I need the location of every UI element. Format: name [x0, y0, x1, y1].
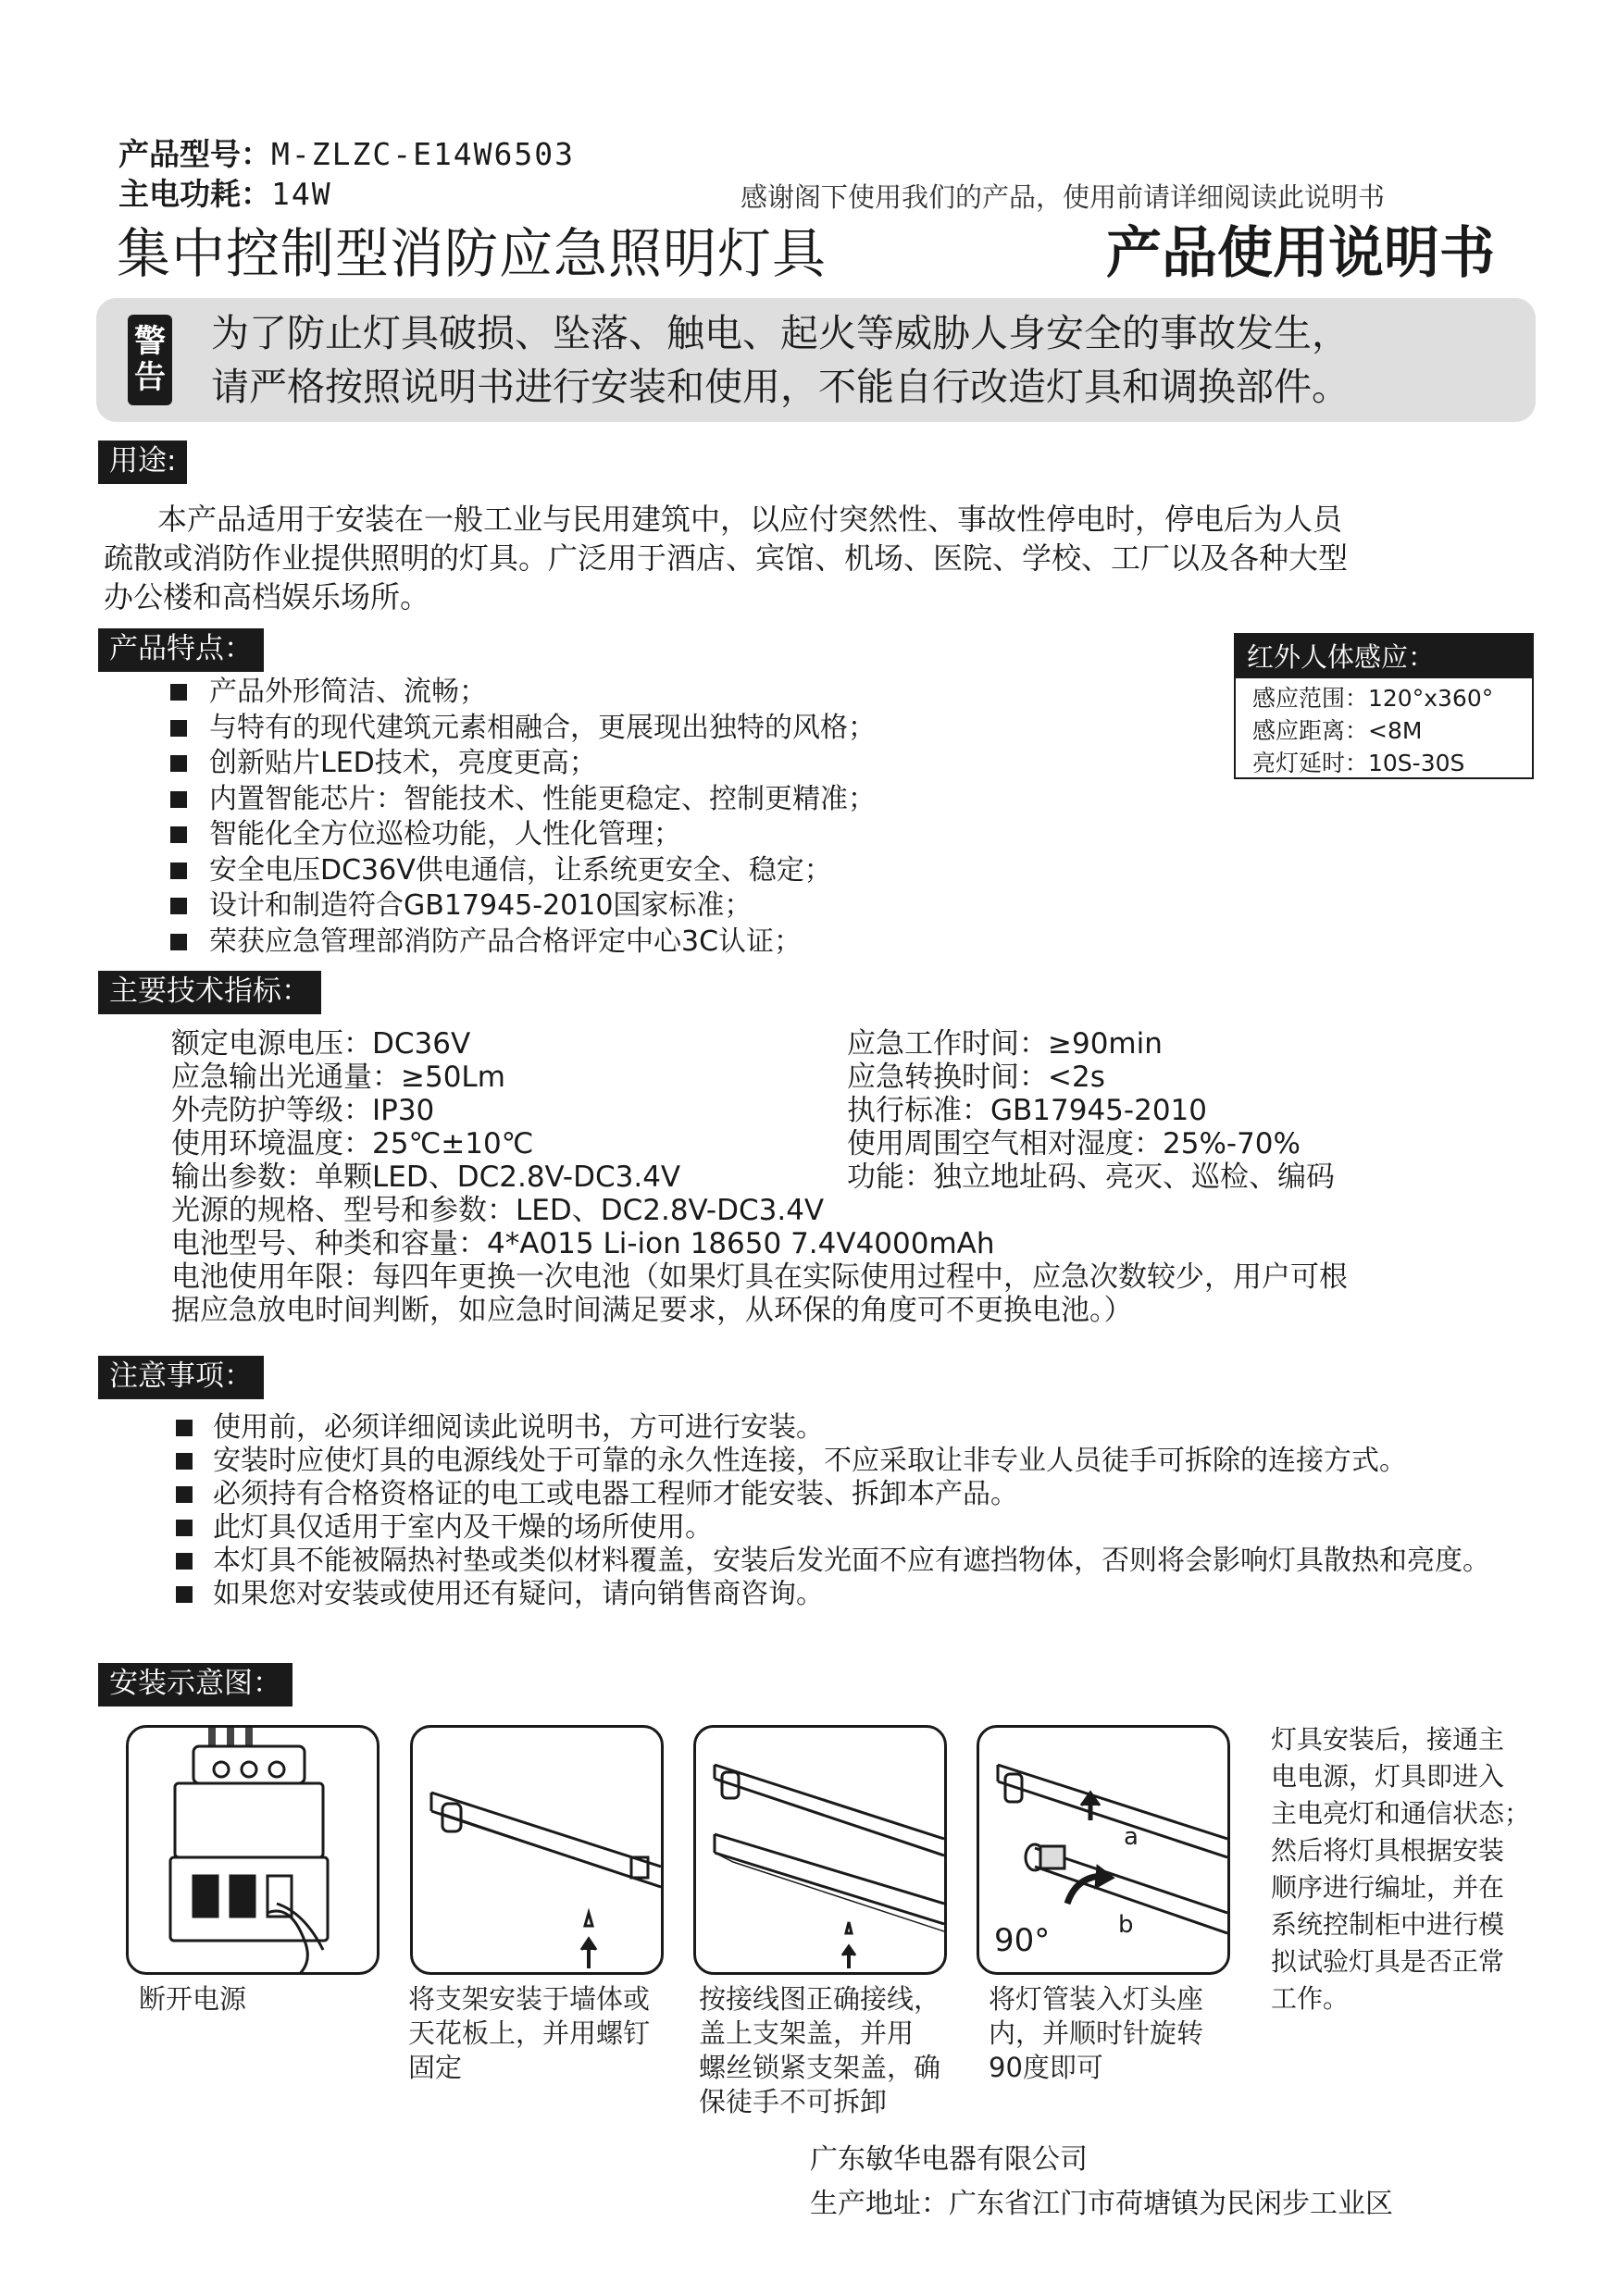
feature-item: 内置智能芯片：智能技术、性能更稳定、控制更精准； [170, 782, 876, 818]
specs-full-rows [171, 1194, 1348, 1327]
caption-line: 90度即可 [989, 2052, 1103, 2083]
model-label: 产品型号： [118, 136, 271, 172]
infrared-box [1234, 633, 1534, 779]
spec-item: 电池型号、种类和容量：4*A015 Li-ion 18650 7.4V4000mAh [171, 1227, 995, 1260]
spec-item: 输出参数：单颗LED、DC2.8V-DC3.4V [171, 1160, 681, 1194]
usage-line-1: 本产品适用于安装在一般工业与民用建筑中，以应付突然性、事故性停电时，停电后为人员 [157, 502, 1343, 537]
caption-line: 断开电源 [139, 1983, 247, 2015]
model-value: M-ZLZC-E14W6503 [271, 136, 576, 172]
warning-line-2: 请严格按照说明书进行安装和使用，不能自行改造灯具和调换部件。 [211, 365, 1350, 409]
spec-item: 应急转换时间：<2s [847, 1061, 1105, 1094]
caption-line: 盖上支架盖，并用 [699, 2017, 915, 2049]
power-label: 主电功耗： [118, 176, 271, 212]
bracket-illustration [413, 1728, 661, 1972]
spec-item: 电池使用年限：每四年更换一次电池（如果灯具在实际使用过程中，应急次数较少，用户可根 [171, 1260, 1348, 1294]
features-heading: 产品特点： [98, 628, 264, 672]
spec-item: 额定电源电压：DC36V [171, 1027, 471, 1061]
infrared-row-delay: 亮灯延时：10S-30S [1252, 750, 1465, 776]
feature-item: 智能化全方位巡检功能，人性化管理； [170, 817, 876, 853]
usage-paragraph [104, 500, 1548, 616]
install-step-1-caption [139, 1982, 246, 2017]
caption-line: 螺丝锁紧支架盖，确 [699, 2052, 941, 2083]
caption-line: 天花板上，并用螺钉 [408, 2017, 651, 2049]
company-name: 广东敏华电器有限公司 [810, 2143, 1088, 2176]
side-text-line: 然后将灯具根据安装 [1271, 1835, 1505, 1866]
spec-item: 光源的规格、型号和参数：LED、DC2.8V-DC3.4V [171, 1194, 825, 1227]
note-item: 本灯具不能被隔热衬垫或类似材料覆盖，安装后发光面不应有遮挡物体，否则将会影响灯具散热和亮度。 [176, 1545, 1541, 1578]
breaker-illustration [129, 1728, 377, 1972]
label-a: a [1124, 1823, 1139, 1851]
usage-line-3: 办公楼和高档娱乐场所。 [104, 579, 430, 614]
feature-item: 创新贴片LED技术，亮度更高； [170, 746, 876, 782]
note-item: 必须持有合格资格证的电工或电器工程师才能安装、拆卸本产品。 [176, 1478, 1541, 1511]
note-item: 如果您对安装或使用还有疑问，请向销售商咨询。 [176, 1578, 1541, 1611]
caption-line: 将灯管装入灯头座 [989, 1983, 1204, 2015]
feature-item: 产品外形简洁、流畅； [170, 675, 876, 711]
install-step-2-panel [410, 1725, 664, 1975]
install-step-4-caption [989, 1982, 1203, 2085]
cover-illustration [696, 1728, 944, 1972]
side-text-line: 拟试验灯具是否正常 [1271, 1946, 1505, 1977]
caption-line: 保徒手不可拆卸 [699, 2086, 888, 2117]
caption-line: 内，并顺时针旋转 [989, 2017, 1204, 2049]
infrared-heading: 红外人体感应： [1236, 635, 1532, 678]
side-text-line: 系统控制柜中进行模 [1271, 1909, 1505, 1940]
install-side-text [1271, 1721, 1530, 2017]
company-address: 生产地址：广东省江门市荷塘镇为民闲步工业区 [810, 2188, 1393, 2220]
product-title: 集中控制型消防应急照明灯具 [117, 222, 828, 285]
specs-left-column [171, 1027, 680, 1194]
model-line [118, 136, 576, 172]
install-heading: 安装示意图： [98, 1663, 292, 1706]
caption-line: 固定 [408, 2052, 463, 2083]
spec-item: 功能：独立地址码、亮灭、巡检、编码 [847, 1160, 1335, 1194]
warning-badge [128, 315, 172, 405]
note-item: 此灯具仅适用于室内及干燥的场所使用。 [176, 1511, 1541, 1545]
warning-badge-char-1: 警 [134, 322, 166, 360]
feature-item: 与特有的现代建筑元素相融合，更展现出独特的风格； [170, 711, 876, 747]
spec-item: 使用环境温度：25℃±10℃ [171, 1127, 534, 1160]
infrared-row-range: 感应范围：120°x360° [1252, 685, 1494, 712]
spec-item: 执行标准：GB17945-2010 [847, 1094, 1207, 1127]
side-text-line: 电电源，灯具即进入 [1271, 1761, 1505, 1792]
warning-line-1: 为了防止灯具破损、坠落、触电、起火等威胁人身安全的事故发生， [211, 311, 1350, 355]
note-item: 安装时应使灯具的电源线处于可靠的永久性连接，不应采取让非专业人员徒手可拆除的连接方式。 [176, 1445, 1541, 1478]
power-value: 14W [271, 176, 332, 212]
usage-line-2: 疏散或消防作业提供照明的灯具。广泛用于酒店、宾馆、机场、医院、学校、工厂以及各种大型 [104, 540, 1349, 576]
manual-title: 产品使用说明书 [1106, 221, 1495, 286]
infrared-row-distance: 感应距离：<8M [1252, 717, 1423, 744]
side-text-line: 工作。 [1271, 1983, 1350, 2014]
note-item: 使用前，必须详细阅读此说明书，方可进行安装。 [176, 1411, 1541, 1445]
warning-text [211, 306, 1350, 414]
label-angle: 90° [994, 1922, 1051, 1959]
feature-item: 荣获应急管理部消防产品合格评定中心3C认证； [170, 925, 876, 961]
spec-item: 应急工作时间：≥90min [847, 1027, 1163, 1061]
power-line [118, 176, 332, 212]
spec-item: 据应急放电时间判断，如应急时间满足要求，从环保的角度可不更换电池。） [171, 1294, 1133, 1327]
install-step-1-panel [126, 1725, 380, 1975]
side-text-line: 主电亮灯和通信状态； [1271, 1798, 1531, 1829]
caption-line: 按接线图正确接线， [699, 1983, 941, 2015]
usage-heading: 用途: [98, 441, 187, 484]
warning-badge-char-2: 告 [134, 359, 166, 396]
notes-list [176, 1411, 1541, 1611]
feature-item: 安全电压DC36V供电通信，让系统更安全、稳定； [170, 853, 876, 889]
thanks-note: 感谢阁下使用我们的产品，使用前请详细阅读此说明书 [741, 181, 1386, 213]
features-list [170, 675, 876, 960]
specs-right-column [847, 1027, 1335, 1194]
specs-heading: 主要技术指标： [98, 971, 321, 1014]
label-b: b [1118, 1911, 1134, 1939]
spec-item: 外壳防护等级：IP30 [171, 1094, 435, 1127]
side-text-line: 顺序进行编址，并在 [1271, 1872, 1505, 1903]
install-step-2-caption [408, 1982, 650, 2085]
spec-item: 使用周围空气相对湿度：25%-70% [847, 1127, 1301, 1160]
install-step-3-panel [693, 1725, 947, 1975]
side-text-line: 灯具安装后，接通主 [1271, 1724, 1505, 1755]
caption-line: 将支架安装于墙体或 [408, 1983, 651, 2015]
install-step-3-caption [699, 1982, 940, 2119]
install-step-4-panel [977, 1725, 1230, 1975]
feature-item: 设计和制造符合GB17945-2010国家标准； [170, 888, 876, 925]
spec-item: 应急输出光通量：≥50Lm [171, 1061, 505, 1094]
notes-heading: 注意事项： [98, 1356, 264, 1399]
